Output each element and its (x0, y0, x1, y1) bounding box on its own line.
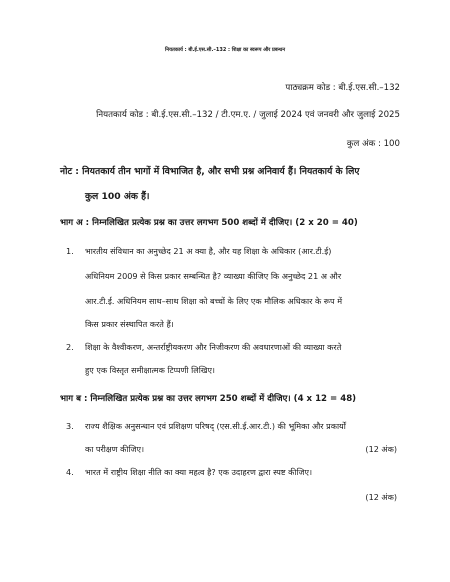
question-2-line-2: हुए एक विस्तृत समीक्षात्मक टिप्पणी लिखिए। (85, 365, 215, 375)
question-1-line-4: किस प्रकार संस्थापित करते हैं। (85, 319, 174, 329)
question-3-marks: (12 अंक) (365, 444, 397, 454)
question-number: 2. (66, 342, 74, 352)
section-b-heading: भाग ब : निम्नलिखित प्रत्येक प्रश्न का उत्तर लगभग 250 शब्दों में दीजिए। (4 x 12 = 48) (60, 394, 357, 404)
question-number: 1. (66, 246, 74, 256)
total-marks: कुल अंक : 100 (346, 139, 400, 149)
question-2-line-1: शिक्षा के वैश्वीकरण, अन्तर्राष्ट्रीयकरण और निजीकरण की अवधारणाओं की व्याख्या करते (85, 342, 342, 352)
question-1-line-2: अधिनियम 2009 से किस प्रकार सम्बन्धित है? व्याख्या कीजिए कि अनुच्छेद 21 अ और (85, 271, 342, 281)
question-number: 3. (66, 421, 74, 431)
note-line-1: नोट : नियतकार्य तीन भागों में विभाजित है, और सभी प्रश्न अनिवार्य हैं। नियतकार्य के लिए (60, 166, 360, 177)
question-4-marks: (12 अंक) (365, 492, 397, 502)
question-1-line-3: आर.टी.ई. अधिनियम साथ–साथ शिक्षा को बच्चों के लिए एक मौलिक अधिकार के रूप में (85, 296, 343, 306)
question-3-line-2: का परीक्षण कीजिए। (85, 444, 145, 454)
question-number: 4. (66, 467, 74, 477)
section-a-heading: भाग अ : निम्नलिखित प्रत्येक प्रश्न का उत्तर लगभग 500 शब्दों में दीजिए। (2 x 20 = 40) (60, 218, 358, 228)
assignment-title: नियतकार्य : बी.ई.एस.सी.–132 : शिक्षा का स्वरूप और प्रबन्धन (165, 47, 285, 53)
note-line-2: कुल 100 अंक हैं। (85, 191, 150, 202)
question-3-line-1: राज्य शैक्षिक अनुसन्धान एवं प्रशिक्षण परिषद् (एस.सी.ई.आर.टी.) की भूमिका और प्रकार्यों (85, 421, 346, 431)
question-1-line-1: भारतीय संविधान का अनुच्छेद 21 अ क्या है, और यह शिक्षा के अधिकार (आर.टी.ई) (85, 246, 332, 256)
course-code: पाठ्यक्रम कोड : बी.ई.एस.सी.–132 (285, 83, 400, 93)
assignment-code: नियतकार्य कोड : बी.ई.एस.सी.–132 / टी.एम.ए. / जुलाई 2024 एवं जनवरी और जुलाई 2025 (96, 110, 400, 120)
question-4-line-1: भारत में राष्ट्रीय शिक्षा नीति का क्या महत्व है? एक उदाहरण द्वारा स्पष्ट कीजिए। (85, 467, 313, 477)
